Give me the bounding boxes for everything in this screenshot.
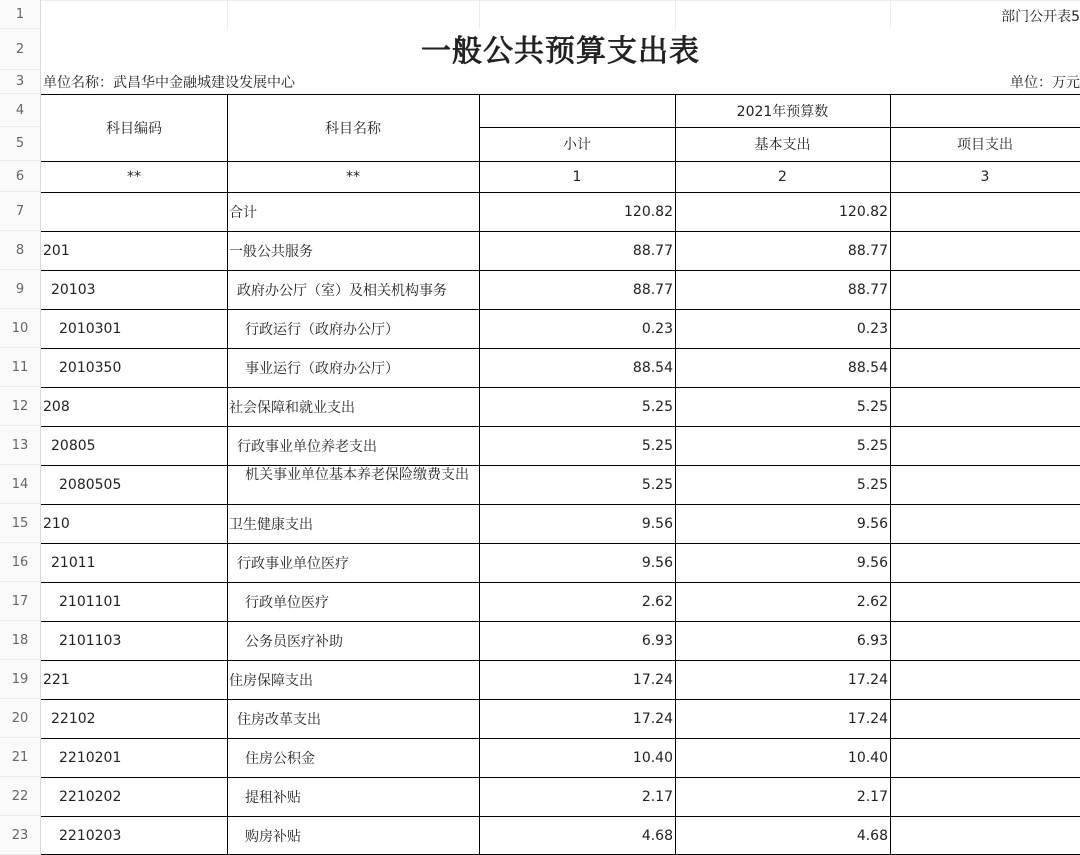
subject-code: 20103 (51, 281, 96, 298)
border-line (41, 231, 1080, 232)
row-number[interactable]: 21 (0, 738, 41, 777)
subject-code: 20805 (51, 437, 96, 454)
subtotal-value: 5.25 (641, 398, 673, 415)
row-number[interactable]: 11 (0, 348, 41, 387)
subject-code (41, 192, 227, 231)
subject-name: 行政单位医疗 (245, 594, 329, 611)
header-project: 项目支出 (957, 137, 1013, 153)
subject-code: 2210202 (59, 788, 122, 805)
gridline (675, 0, 676, 29)
row-number[interactable]: 16 (0, 543, 41, 582)
subject-name: 行政事业单位医疗 (237, 555, 349, 572)
subject-name: 行政事业单位养老支出 (237, 438, 377, 455)
row-number[interactable]: 13 (0, 426, 41, 465)
basic-value: 5.25 (856, 437, 888, 454)
subtotal-value: 88.54 (632, 359, 673, 376)
basic-value: 17.24 (847, 710, 888, 727)
subject-code: 2010301 (59, 320, 122, 337)
border-line (41, 582, 1080, 583)
subject-code: 22102 (51, 710, 96, 727)
basic-value: 5.25 (856, 476, 888, 493)
subtotal-value: 5.25 (641, 476, 673, 493)
project-value (890, 660, 1080, 699)
basic-value: 6.93 (856, 632, 888, 649)
subject-name: 合计 (229, 204, 257, 221)
gridline (479, 0, 480, 29)
row-number[interactable]: 19 (0, 660, 41, 699)
project-value (890, 816, 1080, 855)
row-number[interactable]: 3 (0, 70, 41, 94)
subtotal-value: 4.68 (641, 827, 673, 844)
basic-value: 88.77 (847, 242, 888, 259)
subtotal-value: 88.77 (632, 242, 673, 259)
subtotal-value: 9.56 (641, 515, 673, 532)
border-line (41, 348, 1080, 349)
subtotal-value: 17.24 (632, 671, 673, 688)
row-number[interactable]: 17 (0, 582, 41, 621)
basic-value: 5.25 (856, 398, 888, 415)
page-title: 一般公共预算支出表 (421, 34, 700, 67)
unit-label: 单位：万元 (1010, 75, 1080, 91)
project-value (890, 504, 1080, 543)
border-line (227, 94, 228, 855)
project-value (890, 270, 1080, 309)
row-number[interactable]: 15 (0, 504, 41, 543)
header-name: 科目名称 (325, 120, 381, 137)
project-value (890, 348, 1080, 387)
border-line (41, 738, 1080, 739)
row-number[interactable]: 18 (0, 621, 41, 660)
border-line (41, 309, 1080, 310)
row-number[interactable]: 8 (0, 231, 41, 270)
border-line (675, 94, 676, 855)
basic-value: 4.68 (856, 827, 888, 844)
row-number[interactable]: 12 (0, 387, 41, 426)
row-number[interactable]: 4 (0, 94, 41, 127)
subject-name: 卫生健康支出 (229, 516, 313, 533)
project-value (890, 192, 1080, 231)
subject-name: 政府办公厅（室）及相关机构事务 (237, 282, 447, 299)
row-number[interactable]: 9 (0, 270, 41, 309)
header-basic: 基本支出 (754, 137, 811, 153)
border-line (41, 699, 1080, 700)
subject-name: 住房保障支出 (229, 672, 313, 689)
subject-code: 2101103 (59, 632, 122, 649)
border-line (479, 127, 1080, 128)
index-cell: ** (346, 168, 360, 185)
subtotal-value: 2.62 (641, 593, 673, 610)
subject-name: 事业运行（政府办公厅） (245, 360, 399, 377)
border-line (41, 161, 1080, 162)
gridline (227, 0, 228, 29)
subtotal-value: 5.25 (641, 437, 673, 454)
index-cell: 1 (572, 168, 582, 185)
basic-value: 120.82 (839, 203, 888, 220)
subject-name: 购房补贴 (245, 828, 301, 845)
subtotal-value: 10.40 (632, 749, 673, 766)
project-value (890, 738, 1080, 777)
header-budget: 2021年预算数 (736, 103, 829, 120)
border-line (41, 660, 1080, 661)
subject-code: 221 (43, 671, 70, 688)
index-cell: 2 (778, 168, 787, 185)
row-number[interactable]: 5 (0, 127, 41, 161)
row-number[interactable]: 14 (0, 465, 41, 504)
project-value (890, 543, 1080, 582)
gridline (41, 0, 1080, 1)
project-value (890, 699, 1080, 738)
subtotal-value: 9.56 (641, 554, 673, 571)
subject-name: 行政运行（政府办公厅） (245, 321, 399, 338)
subject-name: 住房公积金 (245, 750, 315, 767)
border-line (41, 387, 1080, 388)
subject-code: 201 (43, 242, 70, 259)
border-line (41, 192, 1080, 193)
border-line (41, 777, 1080, 778)
subtotal-value: 0.23 (641, 320, 673, 337)
project-value (890, 465, 1080, 504)
index-cell: 3 (980, 168, 990, 185)
border-line (41, 816, 1080, 817)
border-line (41, 621, 1080, 622)
header-code: 科目编码 (106, 120, 162, 137)
project-value (890, 387, 1080, 426)
subject-code: 2010350 (59, 359, 122, 376)
subject-name: 提租补贴 (245, 789, 301, 806)
basic-value: 17.24 (847, 671, 888, 688)
border-line (41, 426, 1080, 427)
border-line (890, 94, 891, 855)
subject-code: 2210203 (59, 827, 122, 844)
row-number[interactable]: 23 (0, 816, 41, 855)
subject-name: 机关事业单位基本养老保险缴费支出 (245, 467, 469, 483)
subtotal-value: 6.93 (641, 632, 673, 649)
border-line (41, 94, 1080, 95)
basic-value: 88.54 (847, 359, 888, 376)
subject-name: 一般公共服务 (229, 243, 313, 260)
row-number[interactable]: 7 (0, 192, 41, 231)
subject-code: 208 (43, 398, 70, 415)
row-number[interactable]: 10 (0, 309, 41, 348)
subject-code: 2080505 (59, 476, 122, 493)
project-value (890, 309, 1080, 348)
project-value (890, 231, 1080, 270)
row-number[interactable]: 6 (0, 161, 41, 192)
subject-code: 2101101 (59, 593, 122, 610)
subject-code: 21011 (51, 554, 96, 571)
basic-value: 0.23 (856, 320, 888, 337)
border-line (41, 504, 1080, 505)
header-subtotal: 小计 (563, 137, 591, 153)
project-value (890, 426, 1080, 465)
subtotal-value: 88.77 (632, 281, 673, 298)
basic-value: 2.62 (856, 593, 888, 610)
row-number[interactable]: 1 (0, 0, 41, 29)
subject-code: 2210201 (59, 749, 122, 766)
project-value (890, 777, 1080, 816)
index-cell: ** (127, 168, 141, 185)
project-value (890, 582, 1080, 621)
subtotal-value: 2.17 (641, 788, 673, 805)
basic-value: 88.77 (847, 281, 888, 298)
row-number[interactable]: 2 (0, 29, 41, 70)
basic-value: 9.56 (856, 515, 888, 532)
basic-value: 2.17 (856, 788, 888, 805)
project-value (890, 621, 1080, 660)
subject-name: 住房改革支出 (237, 711, 321, 728)
subject-name: 社会保障和就业支出 (229, 399, 355, 416)
border-line (479, 94, 480, 855)
row-number[interactable]: 22 (0, 777, 41, 816)
border-line (41, 543, 1080, 544)
basic-value: 10.40 (847, 749, 888, 766)
subject-name: 公务员医疗补助 (245, 633, 343, 650)
border-line (41, 465, 1080, 466)
unit-name: 单位名称：武昌华中金融城建设发展中心 (43, 75, 295, 91)
basic-value: 9.56 (856, 554, 888, 571)
row-number[interactable]: 20 (0, 699, 41, 738)
border-line (41, 270, 1080, 271)
subject-code: 210 (43, 515, 70, 532)
table-number: 部门公开表5 (1001, 9, 1080, 25)
subtotal-value: 120.82 (624, 203, 673, 220)
subtotal-value: 17.24 (632, 710, 673, 727)
